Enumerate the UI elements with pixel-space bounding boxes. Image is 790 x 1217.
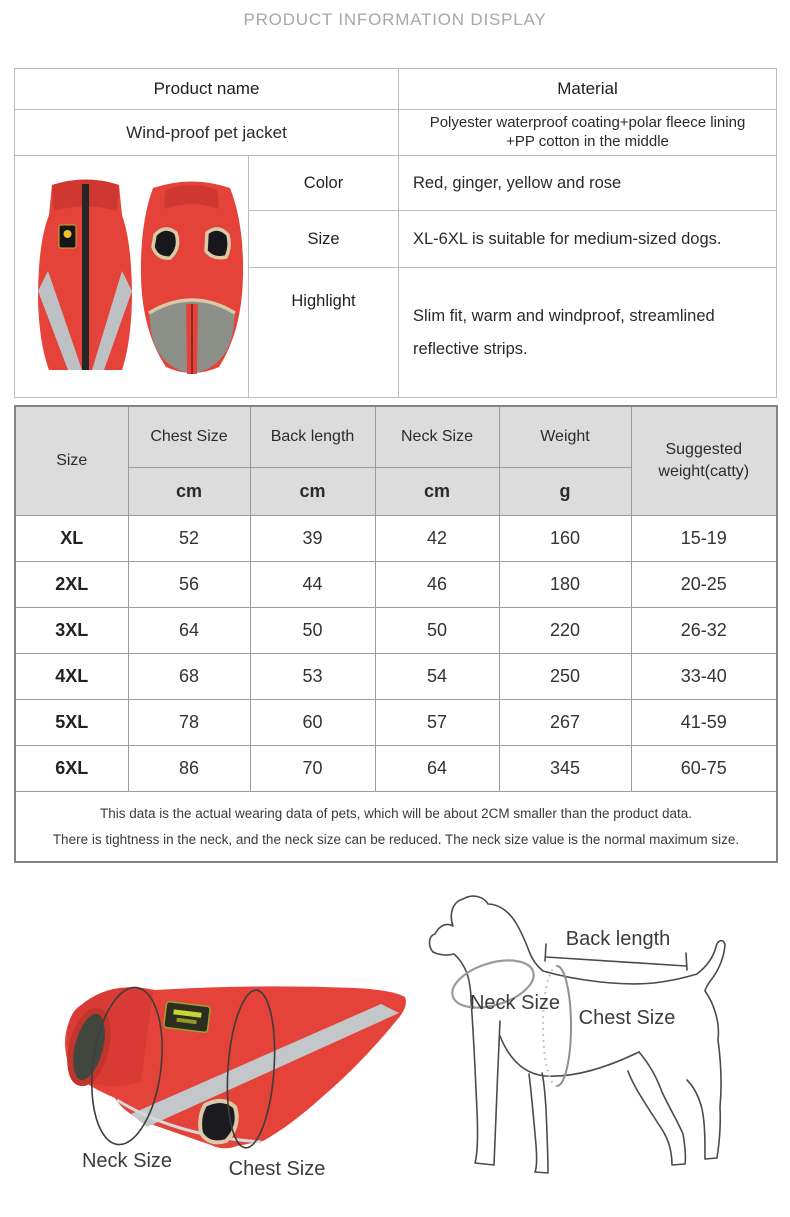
note-line2: There is tightness in the neck, and the neck size can be reduced. The neck size value is the normal maximum size. (52, 831, 740, 847)
unit-neck: cm (375, 468, 499, 516)
page-title: PRODUCT INFORMATION DISPLAY (243, 10, 547, 29)
product-name-header: Product name (15, 69, 399, 110)
dog-back-length-label: Back length (565, 928, 671, 950)
material-header: Material (399, 69, 777, 110)
unit-weight: g (499, 468, 631, 516)
unit-back: cm (250, 468, 375, 516)
jacket-chest-size-label: Chest Size (228, 1158, 326, 1180)
material-value-line2: +PP cotton in the middle (506, 132, 669, 150)
table-row: 4XL 68 53 54 250 33-40 (15, 654, 777, 700)
product-info-table (14, 68, 777, 398)
table-row: 6XL 86 70 64 345 60-75 (15, 746, 777, 792)
col-header-chest: Chest Size (128, 406, 250, 468)
note-line1: This data is the actual wearing data of pets, which will be about 2CM smaller than the product data. (99, 805, 693, 821)
table-row: 5XL 78 60 57 267 41-59 (15, 700, 777, 746)
unit-chest: cm (128, 468, 250, 516)
highlight-label: Highlight (249, 268, 399, 398)
color-value: Red, ginger, yellow and rose (399, 156, 777, 211)
dog-chest-size-label: Chest Size (578, 1007, 676, 1029)
size-value: XL-6XL is suitable for medium-sized dogs. (399, 211, 777, 268)
jacket-front-back-illustration (16, 171, 248, 382)
material-value-line1: Polyester waterproof coating+polar fleece lining (429, 113, 746, 131)
measurement-guide-section (0, 852, 790, 1217)
col-header-size: Size (15, 406, 128, 516)
col-header-weight: Weight (499, 406, 631, 468)
size-chart-table (14, 405, 778, 863)
jacket-neck-size-label: Neck Size (81, 1150, 173, 1172)
jacket-front-back-image (15, 156, 249, 398)
col-header-neck: Neck Size (375, 406, 499, 468)
dog-neck-size-label: Neck Size (469, 992, 561, 1014)
material-value (399, 110, 777, 156)
highlight-value: Slim fit, warm and windproof, streamlined reflective strips. (399, 268, 777, 398)
table-row: 2XL 56 44 46 180 20-25 (15, 562, 777, 608)
table-row: XL 52 39 42 160 15-19 (15, 516, 777, 562)
size-label: Size (249, 211, 399, 268)
col-header-back: Back length (250, 406, 375, 468)
product-name-value: Wind-proof pet jacket (15, 110, 399, 156)
col-header-suggested: Suggested weight(catty) (631, 406, 777, 516)
table-row: 3XL 64 50 50 220 26-32 (15, 608, 777, 654)
color-label: Color (249, 156, 399, 211)
